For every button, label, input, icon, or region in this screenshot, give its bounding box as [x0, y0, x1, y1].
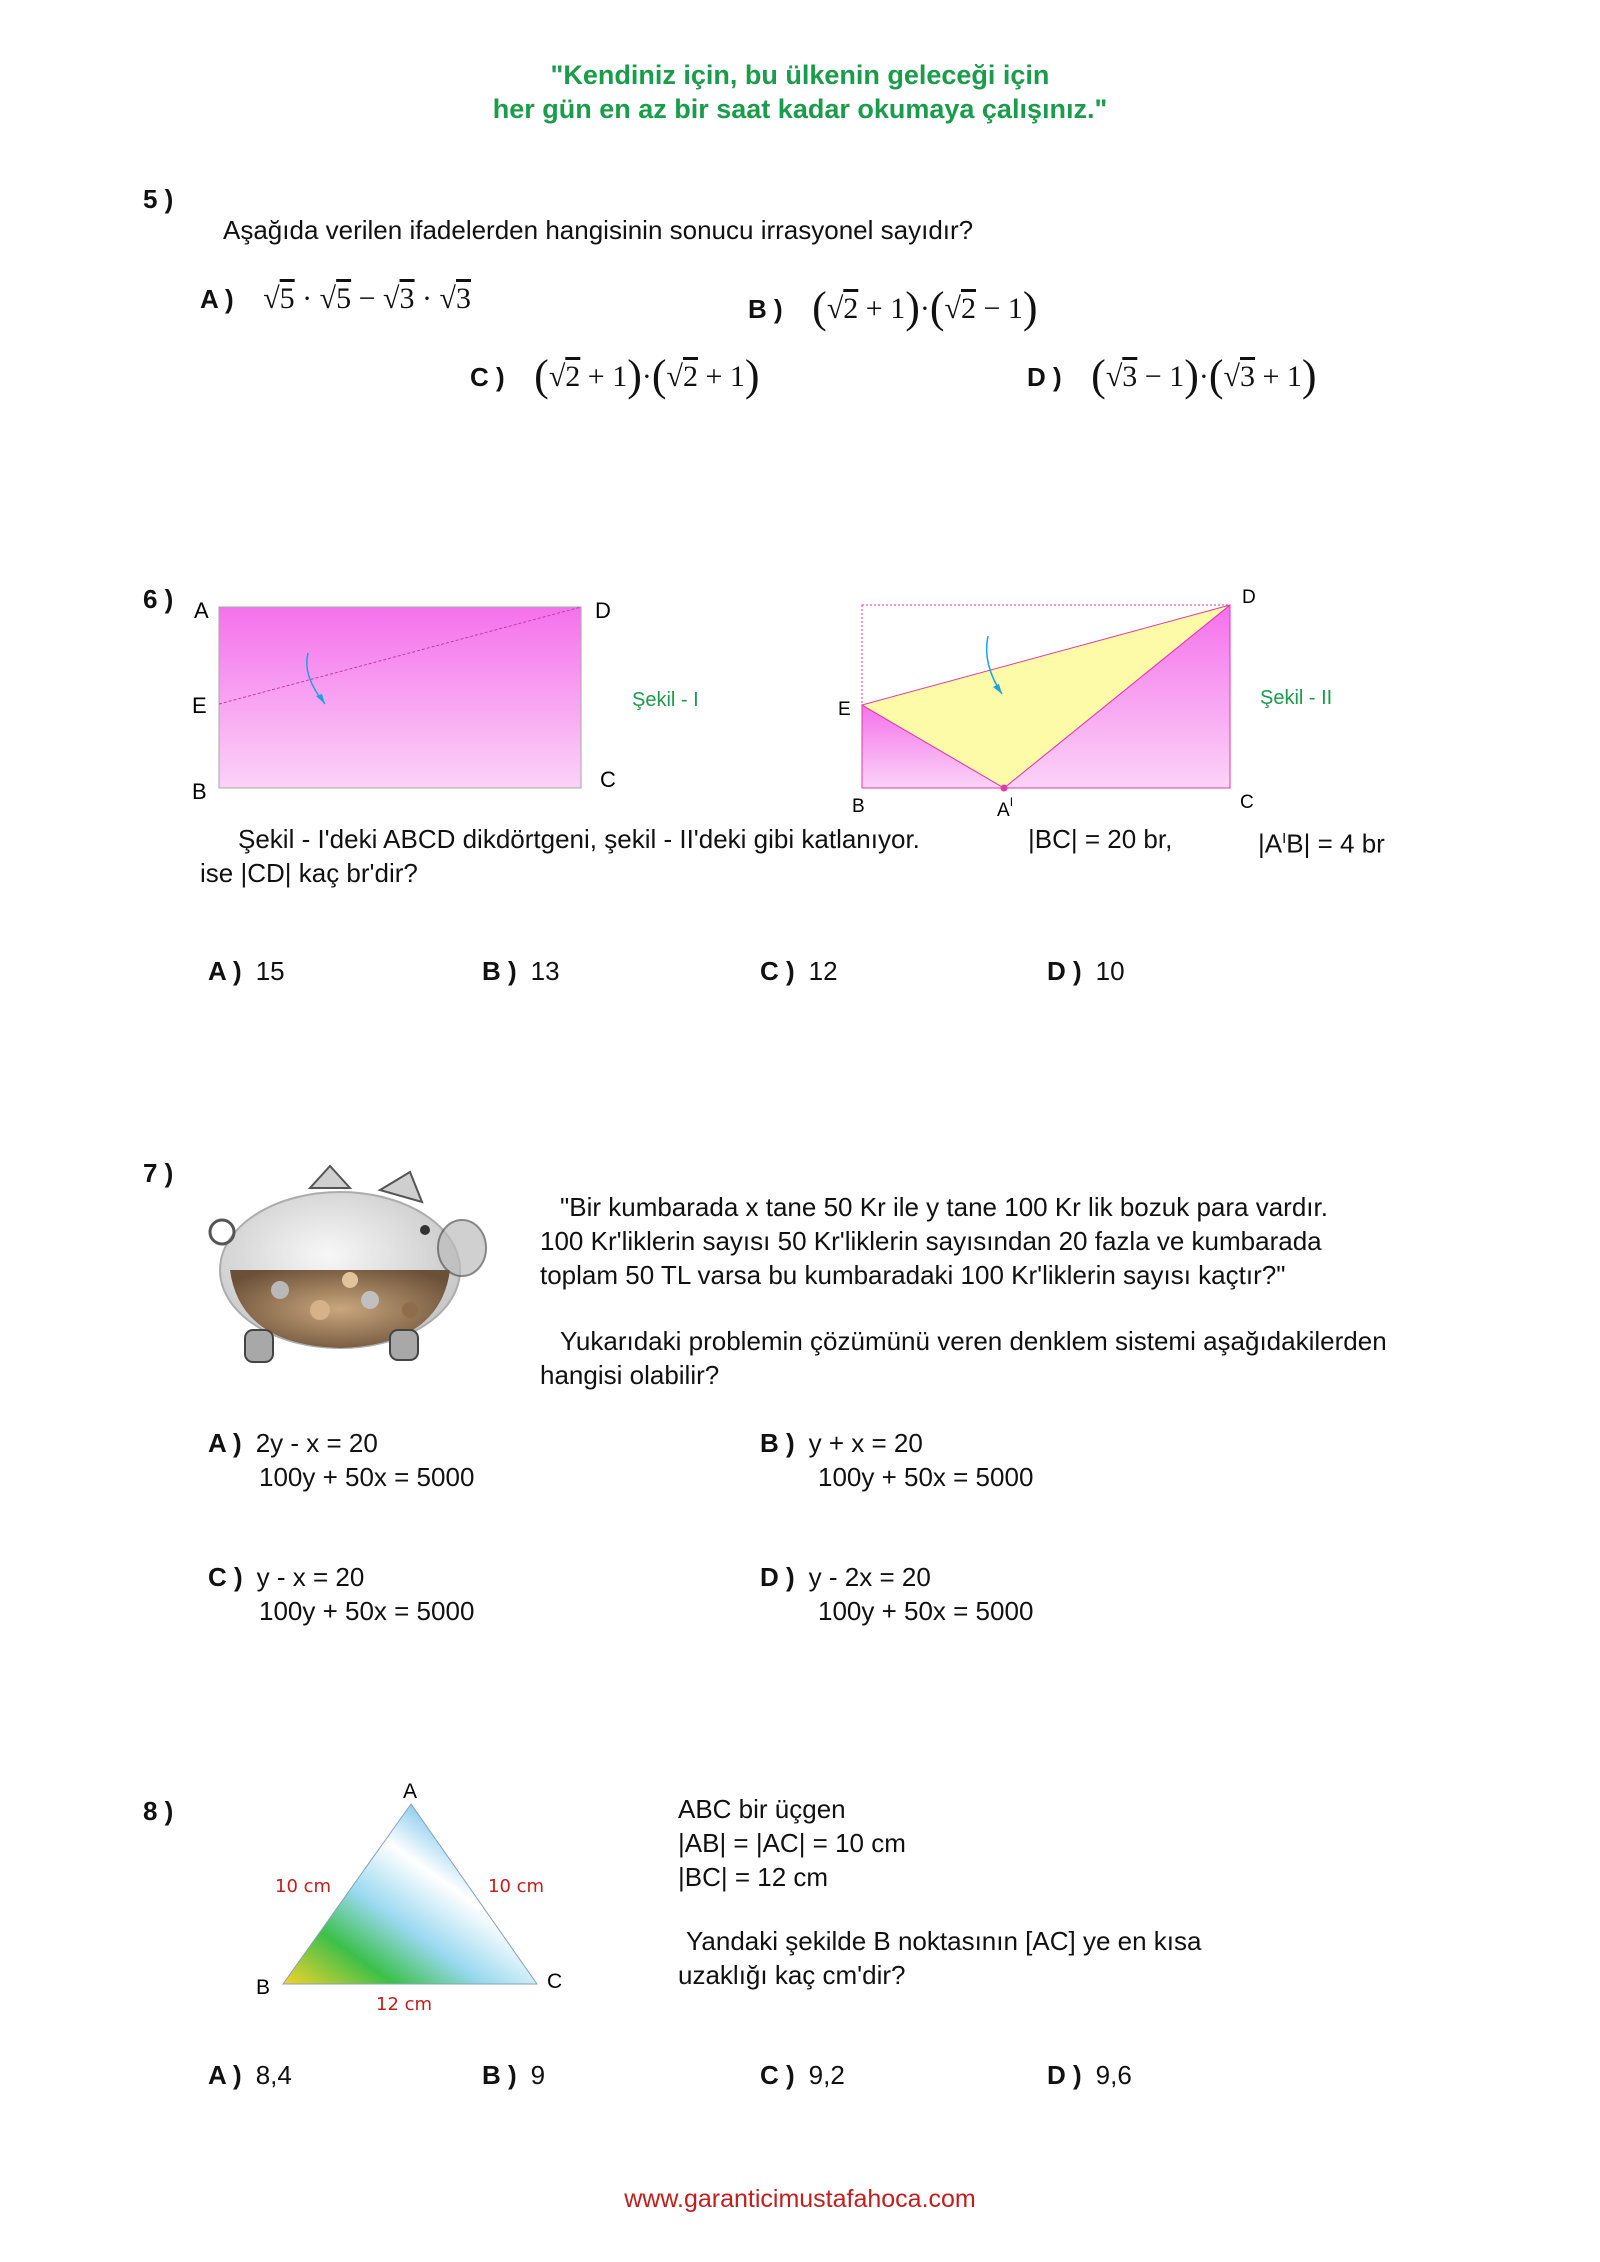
q8-option-a[interactable]: A ) 8,4	[208, 2060, 292, 2090]
q8-number: 8 )	[143, 1796, 174, 1826]
q8-side-bc: 12 cm	[376, 1994, 433, 2015]
q6-fig1-label-d: D	[595, 598, 611, 623]
q5-number: 5 )	[143, 184, 174, 214]
q6-given-bc: |BC| = 20 br,	[1028, 824, 1173, 854]
q8-triangle-figure	[240, 1770, 580, 2020]
header-quote-line2: her gün en az bir saat kadar okumaya çalışınız."	[492, 94, 1108, 124]
q6-option-b[interactable]: B ) 13	[482, 956, 560, 986]
q5-option-b[interactable]: B ) (√2 + 1)·(√2 − 1)	[748, 283, 1038, 332]
q8-given: ABC bir üçgen |AB| = |AC| = 10 cm |BC| = 12 cm	[678, 1794, 906, 1892]
q5-option-d[interactable]: D ) (√3 − 1)·(√3 + 1)	[1027, 351, 1317, 400]
q8-label-b: B	[256, 1976, 271, 1999]
q8-option-c[interactable]: C ) 9,2	[760, 2060, 845, 2090]
q6-fig1-label-b: B	[192, 779, 207, 804]
q7-option-a[interactable]: A ) 2y - x = 20 100y + 50x = 5000	[208, 1428, 475, 1492]
q6-fig1-label-c: C	[600, 767, 616, 792]
q5-option-a[interactable]: A ) √5 · √5 − √3 · √3	[200, 282, 471, 315]
piggy-bank-image	[200, 1160, 500, 1370]
q6-fig2-label-e: E	[838, 699, 851, 720]
header-quote-line1: "Kendiniz için, bu ülkenin geleceği için	[550, 60, 1050, 90]
q7-question: Yukarıdaki problemin çözümünü veren denklem sistemi aşağıdakilerden hangisi olabilir?	[540, 1326, 1387, 1390]
q6-given-ab: $|A^IB| = 4$ br	[1258, 828, 1385, 859]
q6-fig1-label-e: E	[192, 693, 207, 718]
q8-option-b[interactable]: B ) 9	[482, 2060, 546, 2090]
q6-fig1-label-a: A	[194, 598, 209, 623]
q8-side-ab: 10 cm	[275, 1876, 332, 1897]
q6-fig2-label-c: C	[1240, 792, 1254, 813]
q6-point-a1	[1001, 785, 1008, 792]
q7-option-b[interactable]: B ) y + x = 20 100y + 50x = 5000	[760, 1428, 1034, 1492]
q6-fig2-label-d: D	[1242, 587, 1256, 608]
q6-text-line2: ise |CD| kaç br'dir?	[200, 858, 418, 888]
q6-fig1-caption: Şekil - I	[632, 689, 699, 711]
q6-fig2-label-a1: $A^I$	[997, 795, 1014, 821]
q6-figure-1	[180, 580, 740, 810]
q6-option-a[interactable]: A ) 15	[208, 956, 285, 986]
q6-fig2-caption: Şekil - II	[1260, 687, 1333, 709]
q6-fig2-label-b: B	[852, 796, 865, 817]
q7-problem: "Bir kumbarada x tane 50 Kr ile y tane 100 Kr lik bozuk para vardır. 100 Kr'liklerin sayısı 50 Kr'liklerin sayısından 20 fazla ve kumbarada toplam 50 TL varsa bu kumbaradaki 100 Kr'liklerin sayısı kaçtır?"	[540, 1192, 1328, 1290]
q8-label-a: A	[403, 1780, 418, 1803]
q7-option-d[interactable]: D ) y - 2x = 20 100y + 50x = 5000	[760, 1562, 1034, 1626]
q8-label-c: C	[547, 1970, 563, 1993]
q5-option-c[interactable]: C ) (√2 + 1)·(√2 + 1)	[470, 351, 760, 400]
q6-text-line1: Şekil - I'deki ABCD dikdörtgeni, şekil - II'deki gibi katlanıyor.	[238, 824, 920, 854]
q6-option-d[interactable]: D ) 10	[1047, 956, 1125, 986]
q7-number: 7 )	[143, 1158, 174, 1188]
q5-question: Aşağıda verilen ifadelerden hangisinin sonucu irrasyonel sayıdır?	[223, 215, 974, 245]
q8-question: Yandaki şekilde B noktasının [AC] ye en kısa uzaklığı kaç cm'dir?	[678, 1926, 1202, 1990]
q8-side-ac: 10 cm	[488, 1876, 545, 1897]
footer-website-link[interactable]: www.garanticimustafahoca.com	[624, 2185, 976, 2213]
q7-option-c[interactable]: C ) y - x = 20 100y + 50x = 5000	[208, 1562, 475, 1626]
q6-number: 6 )	[143, 584, 174, 614]
q6-figure-2	[830, 578, 1370, 823]
q8-option-d[interactable]: D ) 9,6	[1047, 2060, 1132, 2090]
q6-rectangle	[219, 607, 581, 788]
q6-option-c[interactable]: C ) 12	[760, 956, 838, 986]
